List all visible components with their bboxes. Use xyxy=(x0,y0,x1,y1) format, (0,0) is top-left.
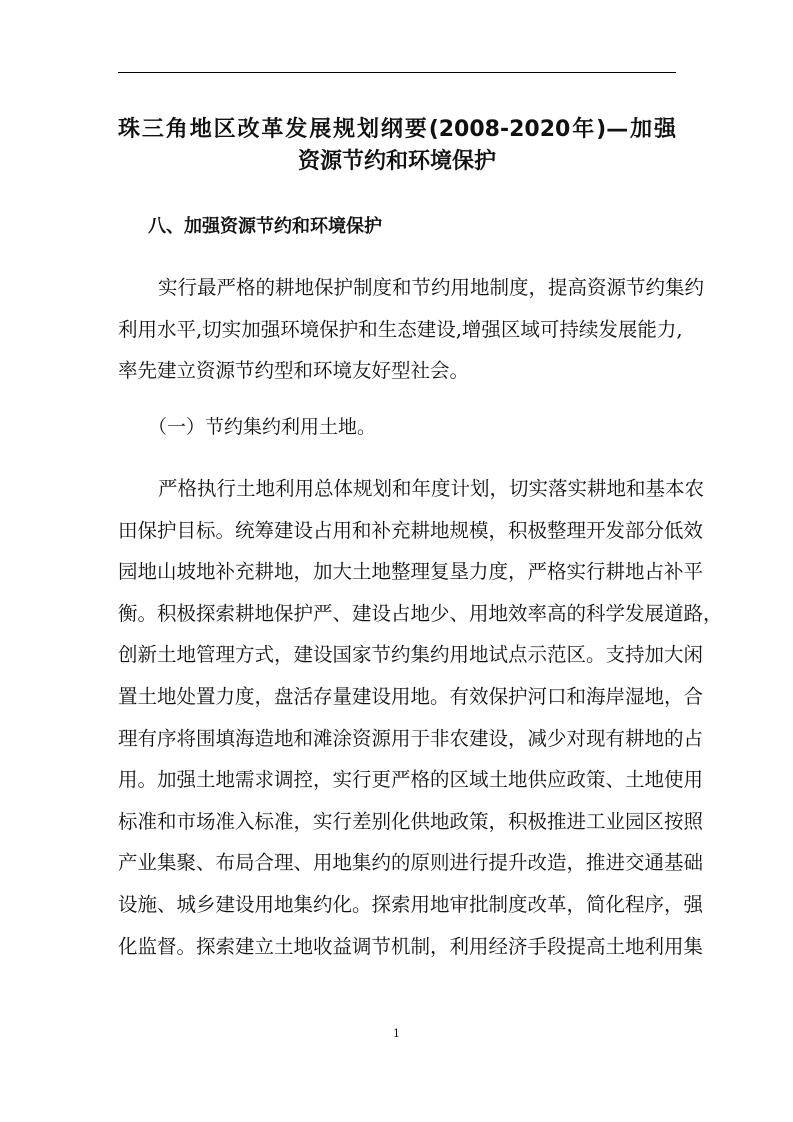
paragraph-line: 衡。积极探索耕地保护严、建设占地少、用地效率高的科学发展道路， xyxy=(118,601,723,625)
subsection-heading: （一）节约集约利用土地。 xyxy=(148,416,377,438)
paragraph-line: 严格执行土地利用总体规划和年度计划，切实落实耕地和基本农 xyxy=(158,477,705,500)
paragraph-line: 化监督。探索建立土地收益调节机制，利用经济手段提高土地利用集 xyxy=(118,934,704,958)
paragraph-line: 置土地处置力度，盘活存量建设用地。有效保护河口和海岸湿地，合 xyxy=(118,685,704,708)
paragraph-line: 设施、城乡建设用地集约化。探索用地审批制度改革，简化程序，强 xyxy=(118,893,704,916)
paragraph-line: 园地山坡地补充耕地，加大土地整理复垦力度，严格实行耕地占补平 xyxy=(118,560,704,584)
document-title-line-1: 珠三角地区改革发展规划纲要(2008-2020年)—加强 xyxy=(118,117,676,142)
paragraph-line: 创新土地管理方式，建设国家节约集约用地试点示范区。支持加大闲 xyxy=(118,643,704,667)
paragraph-line: 用。加强土地需求调控，实行更严格的区域土地供应政策、土地使用 xyxy=(118,768,704,792)
document-title-line-2: 资源节约和环境保护 xyxy=(297,149,496,174)
paragraph-line: 率先建立资源节约型和环境友好型社会。 xyxy=(118,359,470,383)
section-heading: 八、加强资源节约和环境保护 xyxy=(148,216,382,237)
paragraph-line: 利用水平,切实加强环境保护和生态建设,增强区域可持续发展能力, xyxy=(118,317,683,341)
paragraph-line: 标准和市场准入标准，实行差别化供地政策，积极推进工业园区按照 xyxy=(118,809,704,833)
page-number: 1 xyxy=(393,1027,400,1040)
paragraph-line: 理有序将围填海造地和滩涂资源用于非农建设，减少对现有耕地的占 xyxy=(118,726,704,750)
paragraph-line: 产业集聚、布局合理、用地集约的原则进行提升改造，推进交通基础 xyxy=(118,851,704,875)
paragraph-line: 实行最严格的耕地保护制度和节约用地制度，提高资源节约集约 xyxy=(158,276,705,299)
paragraph-line: 田保护目标。统筹建设占用和补充耕地规模，积极整理开发部分低效 xyxy=(118,518,704,542)
header-rule xyxy=(118,72,676,73)
